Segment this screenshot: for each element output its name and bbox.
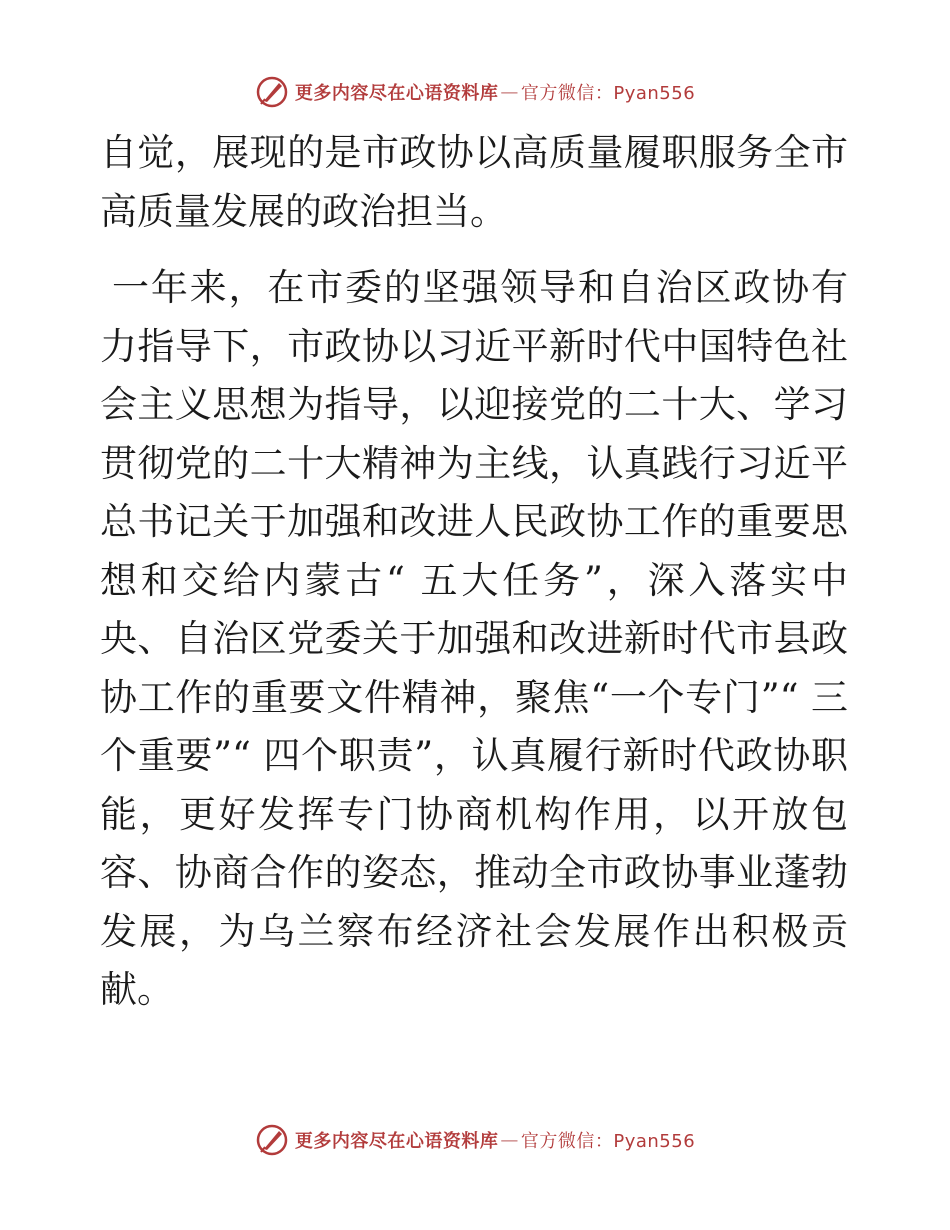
watermark-text: 更多内容尽在心语资料库 xyxy=(294,1131,499,1152)
quill-pen-logo-icon xyxy=(255,1123,289,1157)
watermark-separator: — xyxy=(500,1129,519,1151)
watermark-contact: 官方微信：Pyan556 xyxy=(520,1131,696,1152)
document-body xyxy=(100,124,848,1020)
header-watermark xyxy=(0,72,950,112)
footer-watermark xyxy=(0,1120,950,1160)
watermark-text: 更多内容尽在心语资料库 xyxy=(294,83,499,104)
watermark-contact: 官方微信：Pyan556 xyxy=(520,83,696,104)
paragraph-1: 自觉，展现的是市政协以高质量履职服务全市高质量发展的政治担当。 xyxy=(100,131,848,233)
paragraph-2: 一年来，在市委的坚强领导和自治区政协有力指导下，市政协以习近平新时代中国特色社会主义思想为指导，以迎接党的二十大、学习贯彻党的二十大精神为主线，认真践行习近平总书记关于加强和改进人民政协工作的重要思想和交给内蒙古“ 五大任务”，深入落实中央、自治区党委关于加强和改进新时代市县政协工作的重要文件精神，聚焦“一个专门”“ 三个重要”“ 四个职责”，认真履行新时代政协职能，更好发挥专门协商机构作用，以开放包容、协商合作的姿态，推动全市政协事业蓬勃发展，为乌兰察布经济社会发展作出积极贡献。 xyxy=(100,266,848,1011)
watermark-separator: — xyxy=(500,81,519,103)
quill-pen-logo-icon xyxy=(255,75,289,109)
